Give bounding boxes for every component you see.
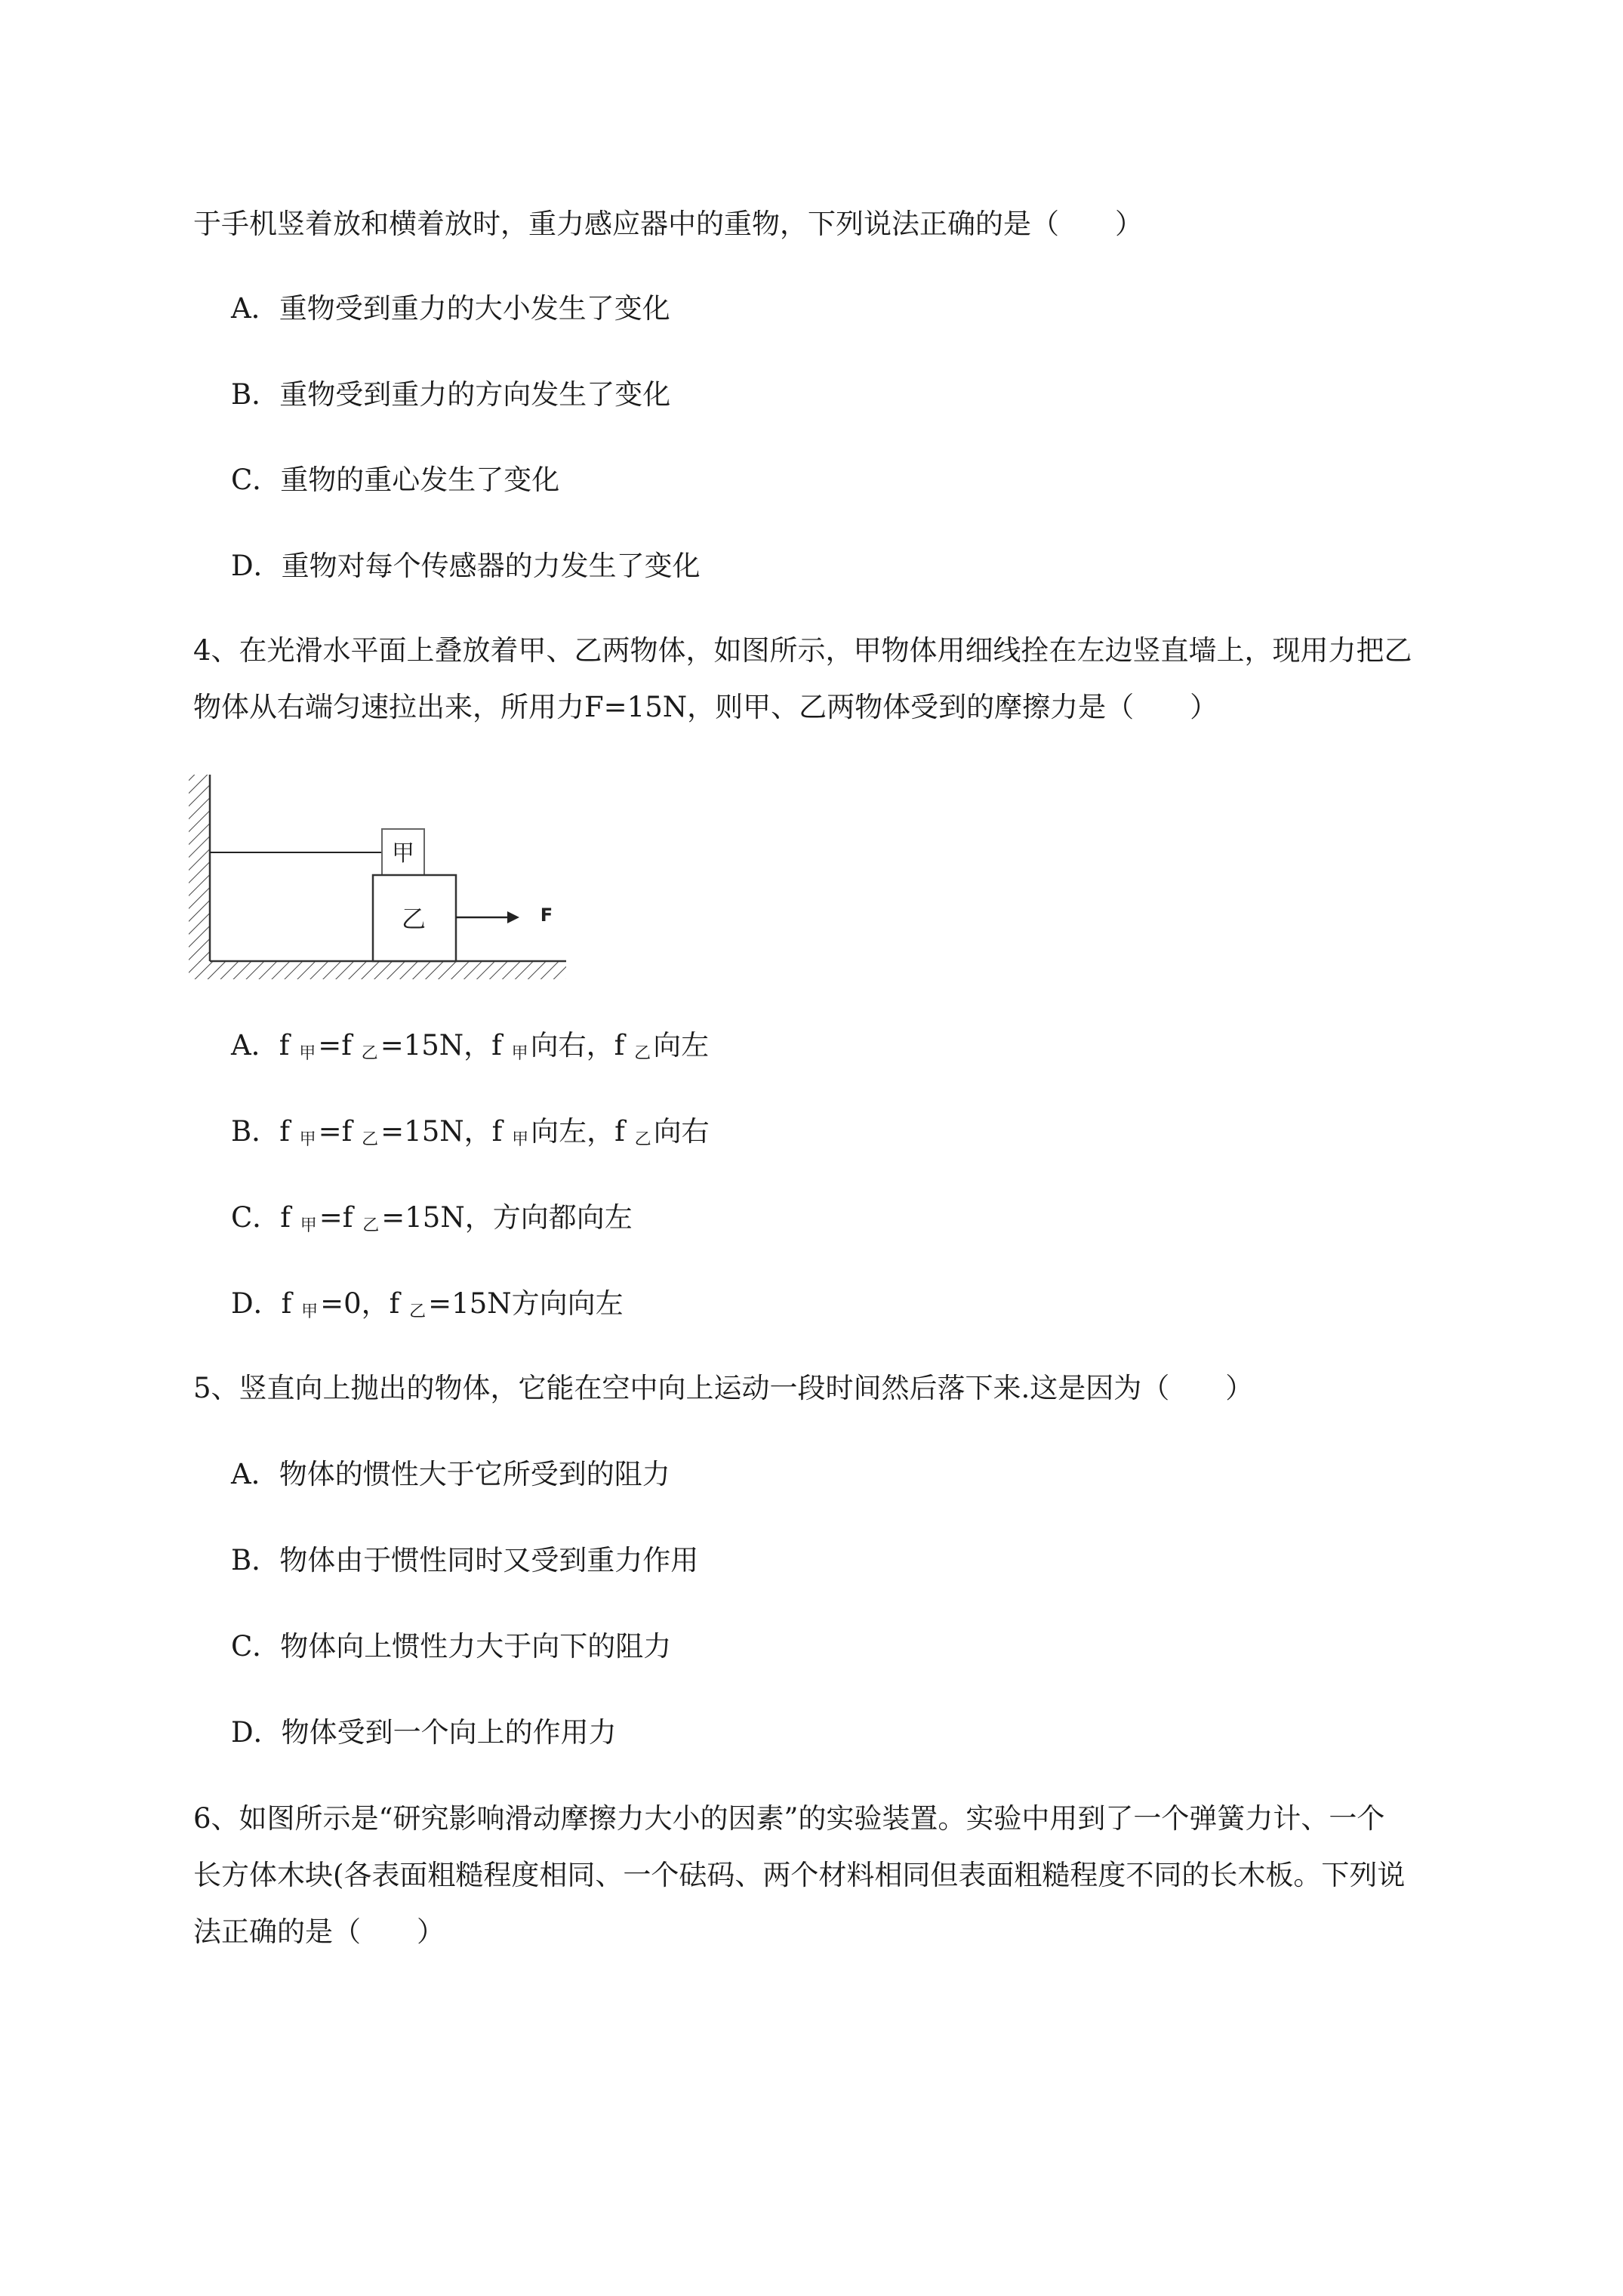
q4-option-d: D．f $_甲$=0，f $_乙$=15N方向向左	[231, 1287, 624, 1321]
q3-stem-line: 于手机竖着放和横着放时，重力感应器中的重物，下列说法正确的是（ ）	[193, 208, 1143, 240]
block-yi-label: 乙	[401, 905, 427, 933]
ground	[189, 961, 566, 979]
force-arrow	[456, 911, 519, 923]
block-yi	[373, 875, 456, 961]
block-jia-label: 甲	[392, 840, 414, 867]
q6-stem-line-2: 长方体木块(各表面粗糙程度相同、一个砝码、两个材料相同但表面粗糙程度不同的长木板。下列说	[193, 1859, 1406, 1891]
q4-option-a: A．f $_甲$=f $_乙$=15N，f $_甲$向右，f $_乙$向左	[231, 1029, 710, 1063]
q5-stem-line: 5、竖直向上抛出的物体，它能在空中向上运动一段时间然后落下来.这是因为（ ）	[193, 1372, 1254, 1404]
q6-stem-line-1: 6、如图所示是“研究影响滑动摩擦力大小的因素”的实验装置。实验中用到了一个弹簧力计、一个	[193, 1802, 1385, 1835]
wall	[189, 775, 210, 962]
q3-option-d: D．重物对每个传感器的力发生了变化	[231, 550, 701, 582]
q4-figure	[187, 769, 572, 980]
q3-option-b: B．重物受到重力的方向发生了变化	[231, 378, 671, 411]
q5-option-a: A．物体的惯性大于它所受到的阻力	[231, 1458, 670, 1490]
q3-option-a: A．重物受到重力的大小发生了变化	[231, 292, 670, 325]
force-label: F	[540, 905, 553, 926]
q4-stem-line-1: 4、在光滑水平面上叠放着甲、乙两物体，如图所示，甲物体用细线拴在左边竖直墙上，现用力把乙	[193, 634, 1412, 667]
friction-diagram	[187, 769, 572, 980]
q4-option-c: C．f $_甲$=f $_乙$=15N，方向都向左	[231, 1201, 633, 1235]
q5-option-c: C．物体向上惯性力大于向下的阻力	[231, 1630, 672, 1663]
q4-option-b: B．f $_甲$=f $_乙$=15N，f $_甲$向左，f $_乙$向右	[231, 1115, 710, 1149]
q4-stem-line-2: 物体从右端匀速拉出来，所用力F=15N，则甲、乙两物体受到的摩擦力是（ ）	[193, 691, 1218, 723]
q5-option-b: B．物体由于惯性同时又受到重力作用	[231, 1544, 699, 1576]
block-jia	[382, 829, 424, 875]
q6-stem-line-3: 法正确的是（ ）	[193, 1915, 445, 1948]
q5-option-d: D．物体受到一个向上的作用力	[231, 1716, 617, 1749]
q3-option-c: C．重物的重心发生了变化	[231, 464, 560, 496]
